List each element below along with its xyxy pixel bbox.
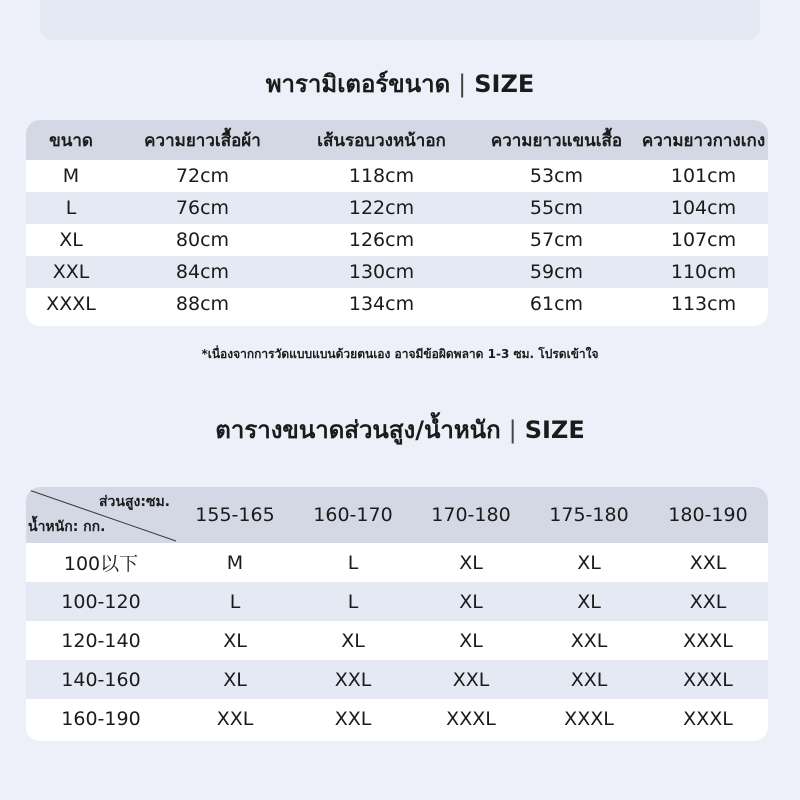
cell-garment-length: 76cm xyxy=(116,192,289,224)
header-sleeve-length: ความยาวแขนเสื้อ xyxy=(474,120,639,160)
cell-chest: 122cm xyxy=(289,192,474,224)
cell-weight-range: 160-190 xyxy=(61,707,141,730)
measurement-note: *เนื่องจากการวัดแบบแบนด้วยตนเอง อาจมีข้อผิดพลาด 1-3 ซม. โปรดเข้าใจ xyxy=(201,347,599,361)
title-separator: | xyxy=(458,70,467,98)
cell-size: L xyxy=(176,582,294,621)
size-parameters-table-card xyxy=(26,120,768,326)
cell-size: XXXL xyxy=(564,707,614,730)
cell-size: XL xyxy=(530,582,648,621)
cell-chest: 134cm xyxy=(348,293,415,315)
header-height-range: 175-180 xyxy=(530,487,648,543)
title-english-text: SIZE xyxy=(474,70,535,98)
cell-pants: 104cm xyxy=(639,192,768,224)
cell-size: M xyxy=(226,551,244,574)
cell-size: XL xyxy=(176,660,294,699)
height-unit-label: ส่วนสูง:ซม. xyxy=(98,494,170,510)
height-weight-table-card xyxy=(26,487,768,741)
cell-size: XXL xyxy=(530,660,648,699)
cell-pants: 113cm xyxy=(670,293,737,315)
table-row xyxy=(26,288,768,320)
cell-chest: 118cm xyxy=(348,165,415,187)
header-size: ขนาด xyxy=(26,120,116,160)
cell-size: XXL xyxy=(334,707,372,730)
title-thai-text: ตารางขนาดส่วนสูง/น้ำหนัก xyxy=(215,416,501,444)
cell-sleeve: 61cm xyxy=(529,293,584,315)
table-row xyxy=(26,660,768,699)
size-parameters-title xyxy=(0,64,800,103)
title-thai-text: พารามิเตอร์ขนาด xyxy=(265,70,451,98)
cell-weight-range: 120-140 xyxy=(61,629,141,652)
height-weight-table xyxy=(26,487,768,738)
header-height-range: 155-165 xyxy=(176,487,294,543)
cell-size: L xyxy=(26,192,116,224)
weight-unit-label: น้ำหนัก: กก. xyxy=(28,519,106,535)
cell-size: XXXL xyxy=(446,707,496,730)
header-height-range: 170-180 xyxy=(412,487,530,543)
cell-pants: 101cm xyxy=(670,165,737,187)
top-decorative-strip xyxy=(40,0,760,40)
cell-sleeve: 59cm xyxy=(474,256,639,288)
cell-size: XXL xyxy=(216,707,254,730)
table-header-row xyxy=(26,487,768,543)
cell-size: XL xyxy=(459,629,483,652)
cell-size: XL xyxy=(341,629,365,652)
cell-pants: 107cm xyxy=(670,229,737,251)
cell-size: XXL xyxy=(648,582,768,621)
cell-size: XL xyxy=(412,582,530,621)
header-garment-length: ความยาวเสื้อผ้า xyxy=(116,120,289,160)
cell-size: XXXL xyxy=(683,629,733,652)
cell-size: M xyxy=(62,165,80,187)
table-row xyxy=(26,192,768,224)
corner-header-cell xyxy=(26,487,176,543)
cell-sleeve: 55cm xyxy=(474,192,639,224)
cell-chest: 126cm xyxy=(348,229,415,251)
cell-weight-range: 100-120 xyxy=(26,582,176,621)
cell-size: XXXL xyxy=(46,293,96,315)
table-row xyxy=(26,256,768,288)
table-row xyxy=(26,699,768,738)
cell-size: XL xyxy=(459,551,483,574)
cell-size: XL xyxy=(223,629,247,652)
cell-size: XXXL xyxy=(683,707,733,730)
cell-garment-length: 80cm xyxy=(175,229,230,251)
cell-sleeve: 57cm xyxy=(529,229,584,251)
cell-sleeve: 53cm xyxy=(529,165,584,187)
title-separator: | xyxy=(508,416,517,444)
size-parameters-table xyxy=(26,120,768,320)
table-row xyxy=(26,160,768,192)
cell-size: XL xyxy=(577,551,601,574)
table-header-row xyxy=(26,120,768,160)
cell-size: XXXL xyxy=(648,660,768,699)
height-weight-chart-title xyxy=(0,410,800,449)
header-pants-length: ความยาวกางเกง xyxy=(639,120,768,160)
cell-size: XXL xyxy=(689,551,727,574)
header-chest-circumference: เส้นรอบวงหน้าอก xyxy=(289,120,474,160)
cell-size: L xyxy=(294,582,412,621)
cell-garment-length: 88cm xyxy=(175,293,230,315)
cell-size: XXL xyxy=(570,629,608,652)
cell-pants: 110cm xyxy=(639,256,768,288)
table-row xyxy=(26,582,768,621)
table-row xyxy=(26,543,768,582)
cell-weight-range: 140-160 xyxy=(26,660,176,699)
header-height-range: 160-170 xyxy=(294,487,412,543)
cell-size: XXL xyxy=(294,660,412,699)
header-height-range: 180-190 xyxy=(648,487,768,543)
cell-garment-length: 84cm xyxy=(116,256,289,288)
title-english-text: SIZE xyxy=(524,416,585,444)
table-row xyxy=(26,621,768,660)
cell-size: XXL xyxy=(26,256,116,288)
cell-size: XXL xyxy=(412,660,530,699)
table-row xyxy=(26,224,768,256)
cell-size: L xyxy=(347,551,359,574)
cell-weight-range: 100以下 xyxy=(63,553,139,575)
cell-garment-length: 72cm xyxy=(175,165,230,187)
cell-chest: 130cm xyxy=(289,256,474,288)
cell-size: XL xyxy=(59,229,83,251)
